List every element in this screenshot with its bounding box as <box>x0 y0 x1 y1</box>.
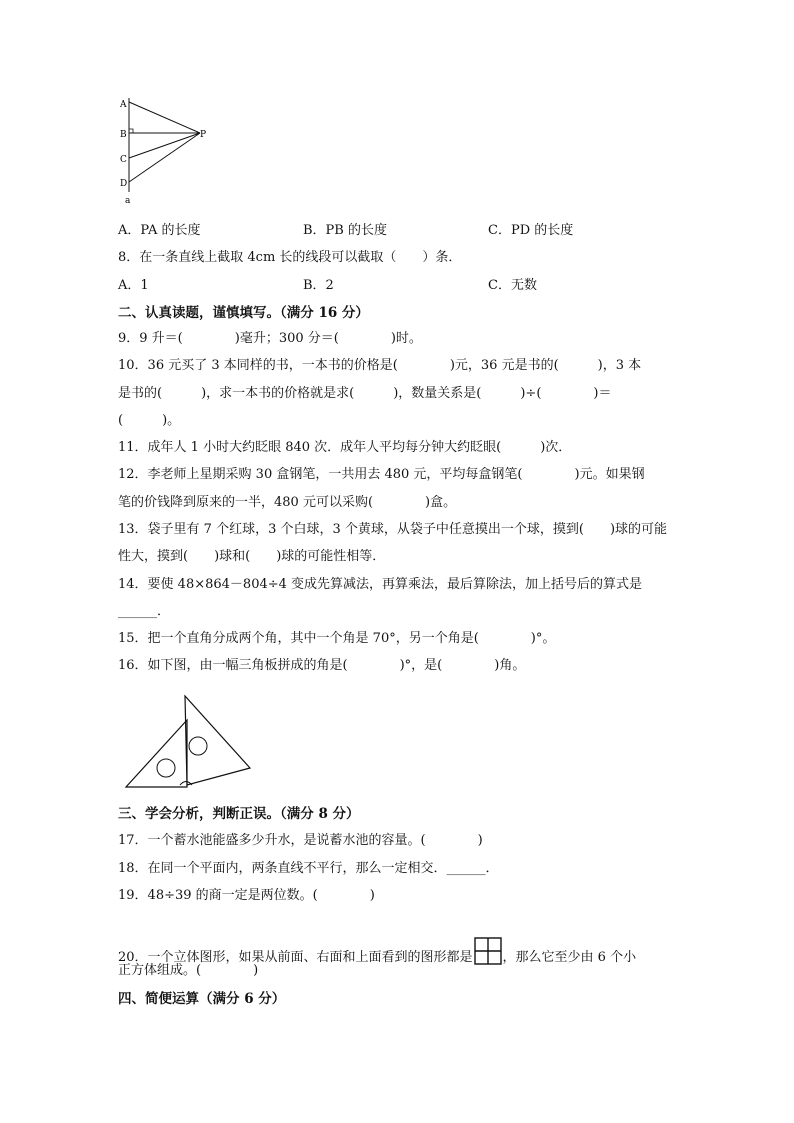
question-10-line-2: 是书的( )，求一本书的价格就是求( )，数量关系是( )÷( )＝ <box>118 386 612 401</box>
question-9: 9．9 升＝( )毫升；300 分＝( )时。 <box>118 331 422 346</box>
label-a-point: A <box>120 100 127 110</box>
question-14-line-2: ______． <box>118 604 171 619</box>
right-angle-mark <box>129 129 133 133</box>
label-p-point: P <box>200 130 207 140</box>
ruler-hole-upper <box>189 737 207 755</box>
question-10-line-3: ( )。 <box>118 413 181 428</box>
grid-square-icon <box>474 937 502 965</box>
question-8: 8．在一条直线上截取 4cm 长的线段可以截取（ ）条． <box>118 250 462 265</box>
segment-pa <box>129 102 200 133</box>
question-14-line-1: 14．要使 48×864－804÷4 变成先算减法，再算乘法，最后算除法，加上括号后的算式是 <box>118 577 643 592</box>
question-20-text-b: ，那么它至少由 6 个小 <box>502 950 637 965</box>
question-12-line-1: 12．李老师上星期采购 30 盒钢笔，一共用去 480 元，平均每盒钢笔( )元。如果钢 <box>118 467 645 482</box>
q8-option-c: C．无数 <box>488 278 537 293</box>
question-20-text-a: 20．一个立体图形，如果从前面、右面和上面看到的图形都是 <box>118 950 473 965</box>
q7-option-a: A．PA 的长度 <box>118 223 201 238</box>
section-3-heading: 三、学会分析，判断正误。（满分 8 分） <box>118 806 360 822</box>
segment-pd <box>129 133 200 182</box>
section-4-heading: 四、简便运算（满分 6 分） <box>118 991 286 1007</box>
question-19: 19．48÷39 的商一定是两位数。( ) <box>118 888 375 903</box>
question-13-line-2: 性大，摸到( )球和( )球的可能性相等． <box>118 549 386 564</box>
question-16: 16．如下图，由一幅三角板拼成的角是( )°，是( )角。 <box>118 658 526 673</box>
q8-option-b: B．2 <box>303 278 334 293</box>
question-11: 11．成年人 1 小时大约眨眼 840 次．成年人平均每分钟大约眨眼( )次． <box>118 440 572 455</box>
triangle-ruler-small <box>126 720 187 787</box>
segment-pc <box>129 133 200 158</box>
angle-figure <box>112 92 222 210</box>
triangle-ruler-large <box>185 696 250 785</box>
question-18: 18．在同一个平面内，两条直线不平行，那么一定相交．______． <box>118 861 499 876</box>
question-13-line-1: 13．袋子里有 7 个红球，3 个白球，3 个黄球，从袋子中任意摸出一个球，摸到( )球的可能 <box>118 522 668 537</box>
question-15: 15．把一个直角分成两个角，其中一个角是 70°，另一个角是( )°。 <box>118 631 556 646</box>
question-10-line-1: 10．36 元买了 3 本同样的书，一本书的价格是( )元，36 元是书的( )，3 本 <box>118 358 642 373</box>
question-12-line-2: 笔的价钱降到原来的一半，480 元可以采购( )盒。 <box>118 495 457 510</box>
label-c-point: C <box>120 155 127 165</box>
label-b-point: B <box>120 130 127 140</box>
question-20-line-2: 正方体组成。( ) <box>118 963 259 978</box>
q7-option-b: B．PB 的长度 <box>303 223 387 238</box>
label-line-a: a <box>125 196 131 206</box>
question-17: 17．一个蓄水池能盛多少升水，是说蓄水池的容量。( ) <box>118 833 483 848</box>
set-squares-figure <box>120 690 260 792</box>
q8-option-a: A．1 <box>118 278 149 293</box>
label-d-point: D <box>120 179 128 189</box>
ruler-hole-lower <box>157 759 175 777</box>
section-2-heading: 二、认真读题，谨慎填写。（满分 16 分） <box>118 305 369 321</box>
q7-option-c: C．PD 的长度 <box>488 223 574 238</box>
